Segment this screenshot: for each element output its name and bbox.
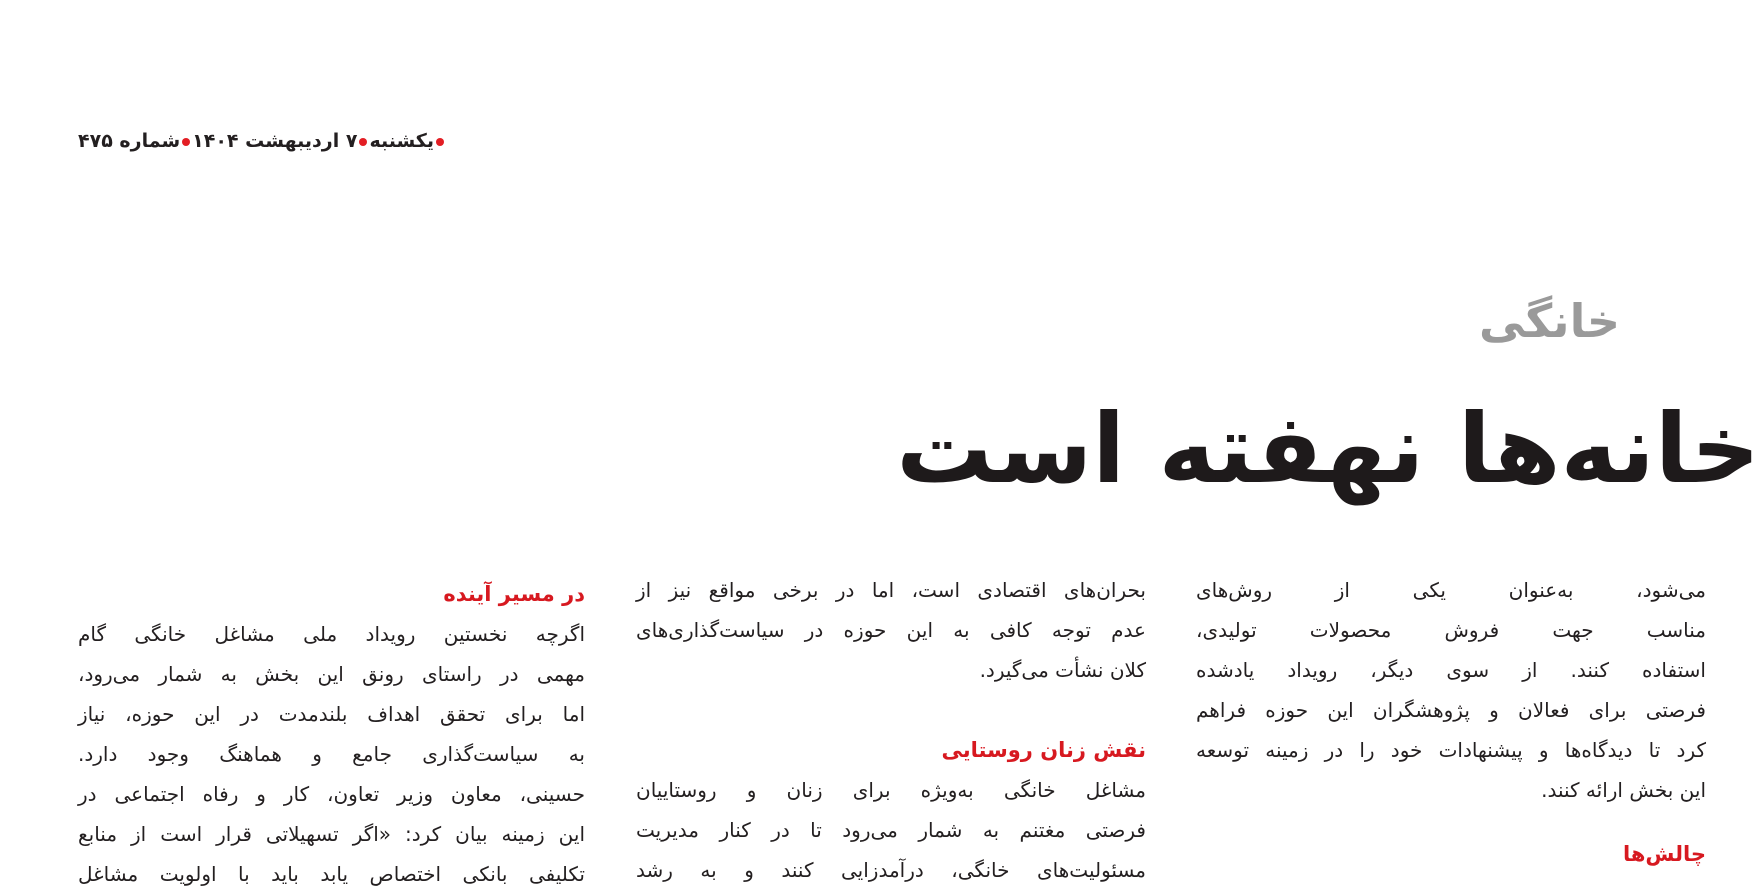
dateline-bullet-icon bbox=[182, 138, 190, 146]
body-line: مناسب جهت فروش محصولات تولیدی، bbox=[1196, 618, 1706, 642]
body-line: مسئولیت‌های خانگی، درآمدزایی کنند و به رشد bbox=[636, 858, 1146, 882]
article-column-middle bbox=[636, 570, 1146, 882]
dateline-issue: شماره ۴۷۵ bbox=[78, 130, 181, 152]
body-line: این بخش ارائه کنند. bbox=[1541, 778, 1706, 802]
body-line: اما برای تحقق اهداف بلندمدت در این حوزه، نیاز bbox=[78, 702, 585, 726]
dateline-bullet-icon bbox=[359, 138, 367, 146]
subhead-challenges: چالش‌ها bbox=[1622, 842, 1706, 866]
subhead-rural-women: نقش زنان روستایی bbox=[941, 738, 1146, 762]
body-line: فرصتی برای فعالان و پژوهشگران این حوزه فراهم bbox=[1196, 698, 1706, 722]
body-line: بحران‌های اقتصادی است، اما در برخی مواقع نیز از bbox=[636, 578, 1146, 602]
column-middle-body-1 bbox=[636, 570, 1146, 690]
subhead-future-path: در مسیر آینده bbox=[443, 582, 585, 606]
body-line: به سیاست‌گذاری جامع و هماهنگ وجود دارد. bbox=[78, 742, 585, 766]
article-column-left bbox=[78, 574, 585, 886]
body-line: مهمی در راستای رونق این بخش به شمار می‌رود، bbox=[78, 662, 585, 686]
body-line: حسینی، معاون وزیر تعاون، کار و رفاه اجتماعی در bbox=[78, 782, 585, 806]
body-line: کلان نشأت می‌گیرد. bbox=[979, 658, 1146, 682]
body-line: عدم توجه کافی به این حوزه در سیاست‌گذاری‌های bbox=[636, 618, 1146, 642]
headline-kicker: خانگی bbox=[1479, 294, 1620, 348]
body-line: اگرچه نخستین رویداد ملی مشاغل خانگی گام bbox=[78, 622, 585, 646]
body-line: کرد تا دیدگاه‌ها و پیشنهادات خود را در زمینه توسعه bbox=[1196, 738, 1706, 762]
column-middle-body-2 bbox=[636, 770, 1146, 890]
column-right-body bbox=[1196, 570, 1706, 810]
dateline bbox=[78, 126, 450, 156]
body-line: مشاغل خانگی به‌ویژه برای زنان و روستاییان bbox=[636, 778, 1146, 802]
column-right-inner bbox=[1196, 570, 1706, 874]
body-line: تکلیفی بانکی اختصاص یابد باید با اولویت مشاغل bbox=[78, 862, 585, 886]
dateline-bullet-icon bbox=[436, 138, 444, 146]
dateline-date: ۷ اردیبهشت ۱۴۰۴ bbox=[192, 130, 358, 152]
body-line: فرصتی مغتنم به شمار می‌رود تا در کنار مدیریت bbox=[636, 818, 1146, 842]
page-headline: خانه‌ها نهفته است bbox=[896, 393, 1760, 505]
column-left-body bbox=[78, 614, 585, 894]
body-line: استفاده کنند. از سوی دیگر، رویداد یادشده bbox=[1196, 658, 1706, 682]
body-line: می‌شود، به‌عنوان یکی از روش‌های bbox=[1196, 578, 1706, 602]
dateline-day: یکشنبه bbox=[369, 130, 434, 152]
article-column-right bbox=[1196, 570, 1706, 872]
body-line: این زمینه بیان کرد: «اگر تسهیلاتی قرار است از منابع bbox=[78, 822, 585, 846]
